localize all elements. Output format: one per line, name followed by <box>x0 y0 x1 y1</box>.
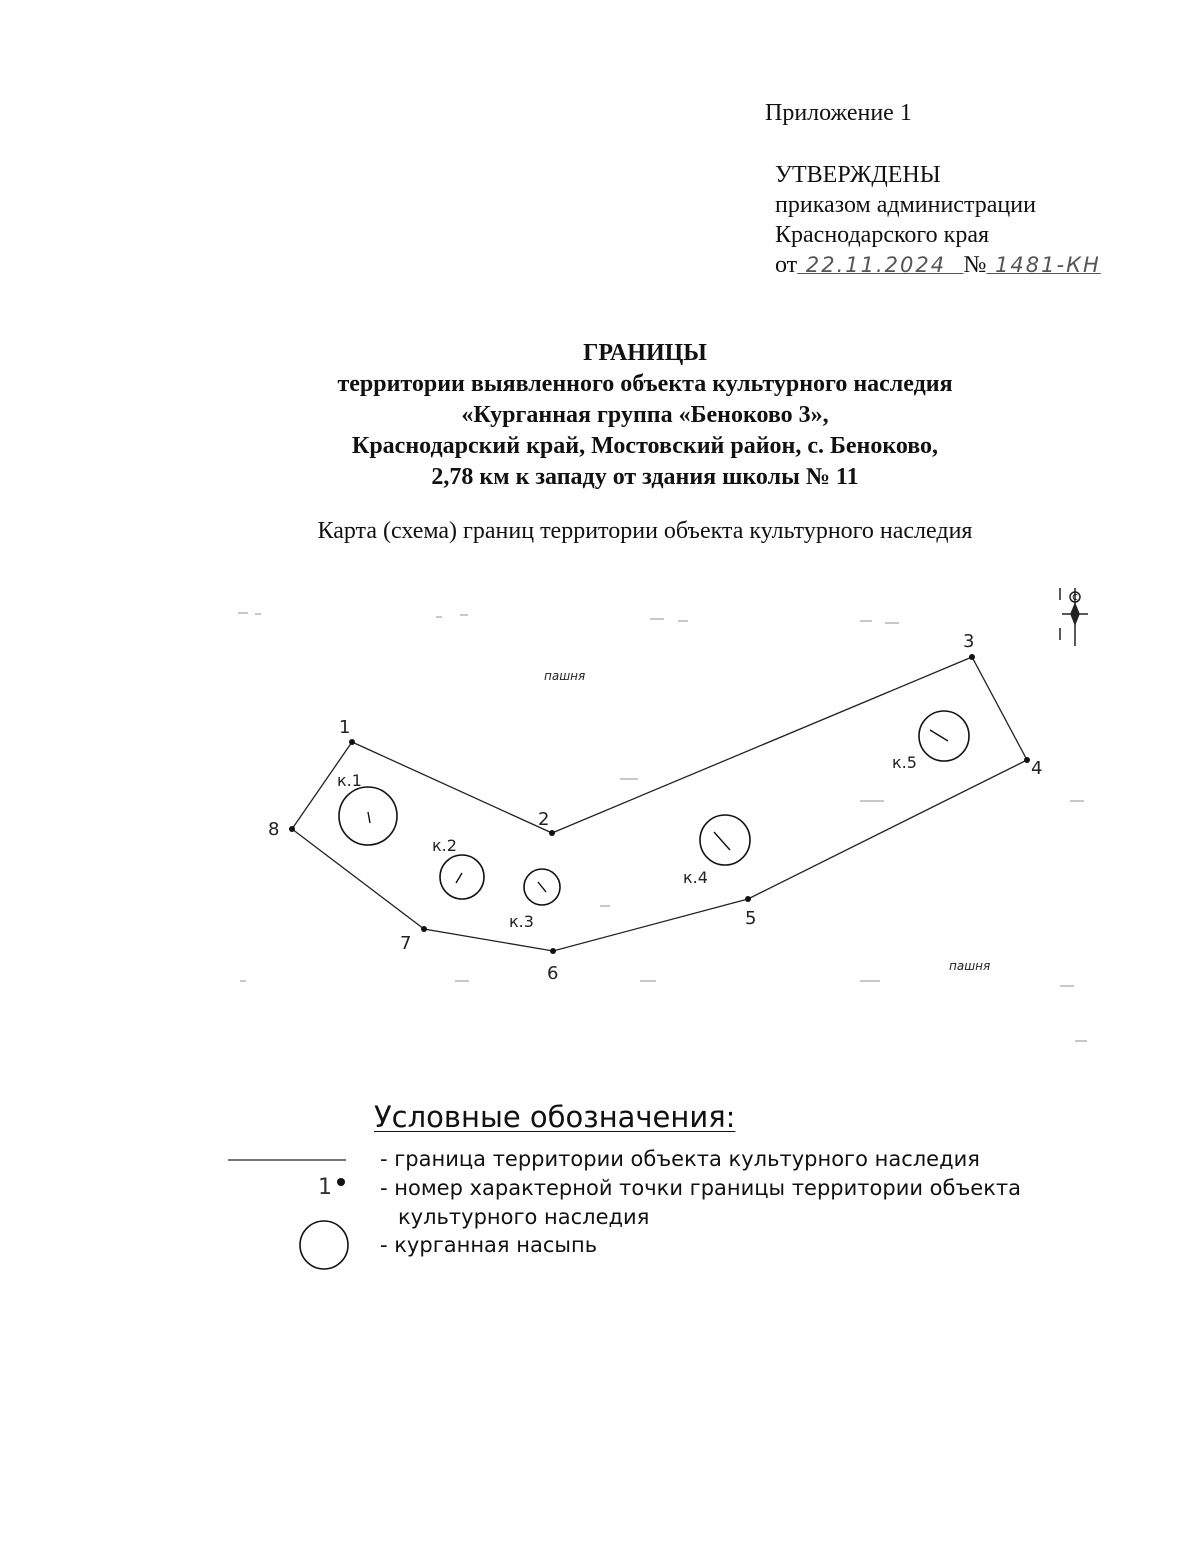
point-number-3: 3 <box>963 631 975 652</box>
title-line-3: «Курганная группа «Беноково 3», <box>461 402 829 428</box>
legend-title: Условные обозначения: <box>374 1100 736 1134</box>
approved-heading: УТВЕРЖДЕНЫ <box>775 162 941 188</box>
point-number-1: 1 <box>339 717 351 738</box>
mound-label-2: к.2 <box>432 836 457 855</box>
legend-point-sample-number: 1 <box>318 1175 332 1200</box>
mound-label-5: к.5 <box>892 753 917 772</box>
point-number-5: 5 <box>745 908 757 929</box>
point-number-2: 2 <box>538 809 550 830</box>
mound-label-3: к.3 <box>509 912 534 931</box>
legend-symbols <box>220 1150 360 1280</box>
land-label-top: пашня <box>544 669 586 683</box>
handwritten-date: 22.11.2024 <box>805 253 947 277</box>
handwritten-number: 1481-КН <box>995 253 1101 277</box>
mound-label-1: к.1 <box>337 771 362 790</box>
number-prefix: № <box>963 252 987 278</box>
boundary-point-7 <box>421 926 427 932</box>
boundary-point-4 <box>1024 757 1030 763</box>
approved-by-line-2: Краснодарского края <box>775 222 990 248</box>
mound-circle-2 <box>440 855 484 899</box>
title-line-2: территории выявленного объекта культурного наследия <box>337 371 953 397</box>
title-line-1: ГРАНИЦЫ <box>583 340 707 366</box>
mound-circle-1 <box>339 787 397 845</box>
date-prefix: от <box>775 252 798 278</box>
title-line-4: Краснодарский край, Мостовский район, с. Беноково, <box>351 433 939 459</box>
boundary-point-6 <box>550 948 556 954</box>
legend-boundary-text: - граница территории объекта культурного наследия <box>380 1147 980 1171</box>
heritage-boundary-line <box>292 657 1027 951</box>
map-subtitle: Карта (схема) границ территории объекта культурного наследия <box>317 518 973 544</box>
point-number-8: 8 <box>268 819 280 840</box>
mound-label-4: к.4 <box>683 868 708 887</box>
legend-point-text: - номер характерной точки границы территории объекта <box>380 1176 1022 1200</box>
approved-by-line-1: приказом администрации <box>775 192 1036 218</box>
boundary-point-2 <box>549 830 555 836</box>
legend-mound-sample <box>300 1221 348 1269</box>
title-line-5: 2,78 км к западу от здания школы № 11 <box>431 464 859 490</box>
point-number-7: 7 <box>400 933 412 954</box>
compass-north-label: С <box>1072 593 1078 602</box>
approval-block <box>775 160 1101 280</box>
legend-point-text-continued: культурного наследия <box>398 1205 650 1229</box>
boundary-point-markers <box>289 654 1030 954</box>
mound-circle-4 <box>700 815 750 865</box>
document-title <box>0 338 1200 493</box>
boundary-point-1 <box>349 739 355 745</box>
legend-point-sample-dot <box>337 1178 345 1186</box>
background-marks <box>238 612 1087 1042</box>
point-number-4: 4 <box>1031 758 1043 779</box>
boundary-map <box>0 580 1200 1070</box>
boundary-point-8 <box>289 826 295 832</box>
land-label-bottom: пашня <box>949 959 991 973</box>
legend-mound-text: - курганная насыпь <box>380 1233 598 1257</box>
boundary-point-3 <box>969 654 975 660</box>
mound-circle-5 <box>919 711 969 761</box>
boundary-point-5 <box>745 896 751 902</box>
mound-center-ticks <box>368 730 948 892</box>
annex-label: Приложение 1 <box>765 100 912 126</box>
point-number-6: 6 <box>547 963 559 984</box>
approval-date-number <box>775 250 1101 280</box>
